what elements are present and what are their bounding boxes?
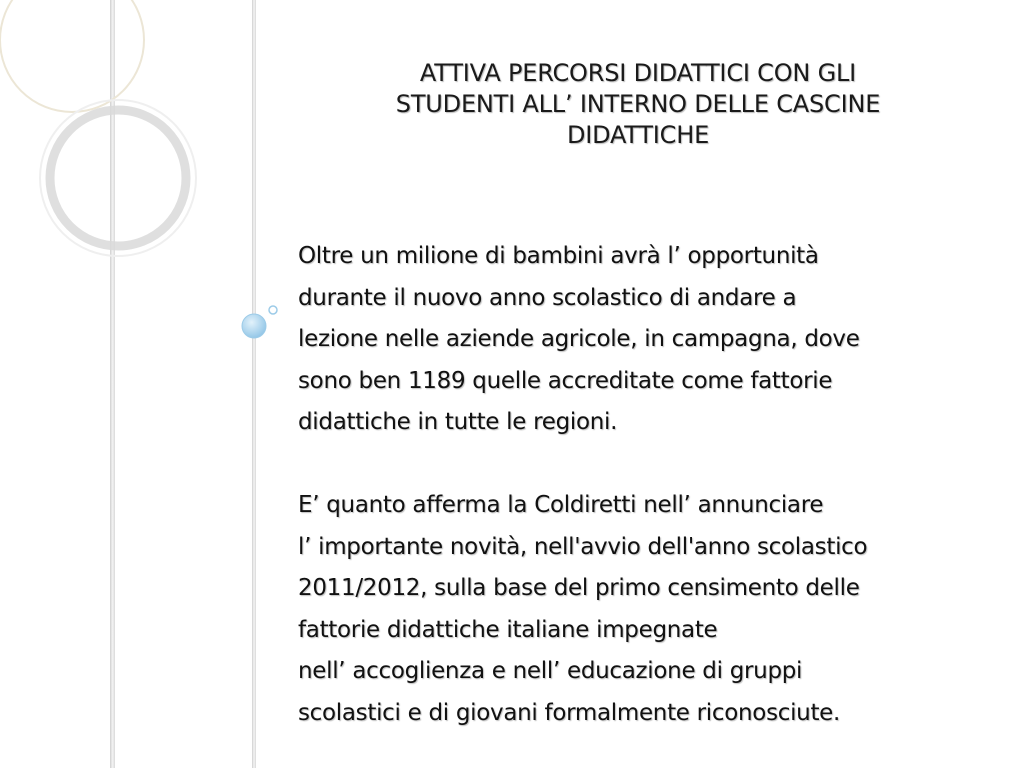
title-line: ATTIVA PERCORSI DIDATTICI CON GLI — [419, 59, 857, 87]
paragraph-2 — [298, 485, 998, 734]
decorative-border — [0, 0, 300, 768]
paragraph-line: l’ importante novità, nell'avvio dell'anno scolastico — [298, 533, 868, 560]
paragraph-line: didattiche in tutte le regioni. — [298, 409, 618, 435]
paragraph-line: Oltre un milione di bambini avrà l’ opportunità — [298, 243, 819, 269]
slide-title — [300, 58, 976, 151]
decorative-rings — [0, 0, 196, 256]
paragraph-line: durante il nuovo anno scolastico di andare a — [298, 284, 797, 311]
paragraph-line: scolastici e di giovani formalmente riconosciute. — [298, 699, 841, 726]
title-line: DIDATTICHE — [566, 121, 710, 149]
bullet-dot-small — [269, 306, 277, 314]
paragraph-1 — [298, 236, 998, 444]
title-line: STUDENTI ALL’ INTERNO DELLE CASCINE — [395, 90, 881, 118]
paragraph-line: sono ben 1189 quelle accreditate come fattorie — [298, 367, 833, 394]
vertical-line-right — [252, 0, 256, 768]
paragraph-line: 2011/2012, sulla base del primo censimento delle — [298, 575, 860, 601]
paragraph-line: E’ quanto afferma la Coldiretti nell’ annunciare — [298, 492, 824, 518]
paragraph-spacer — [298, 444, 998, 486]
bullet-dot-large — [242, 314, 266, 338]
paragraph-line: fattorie didattiche italiane impegnate — [298, 616, 718, 643]
vertical-line-left — [110, 0, 115, 768]
slide-body — [298, 236, 998, 734]
paragraph-line: nell’ accoglienza e nell’ educazione di gruppi — [298, 658, 803, 684]
paragraph-line: lezione nelle aziende agricole, in campagna, dove — [298, 326, 860, 352]
